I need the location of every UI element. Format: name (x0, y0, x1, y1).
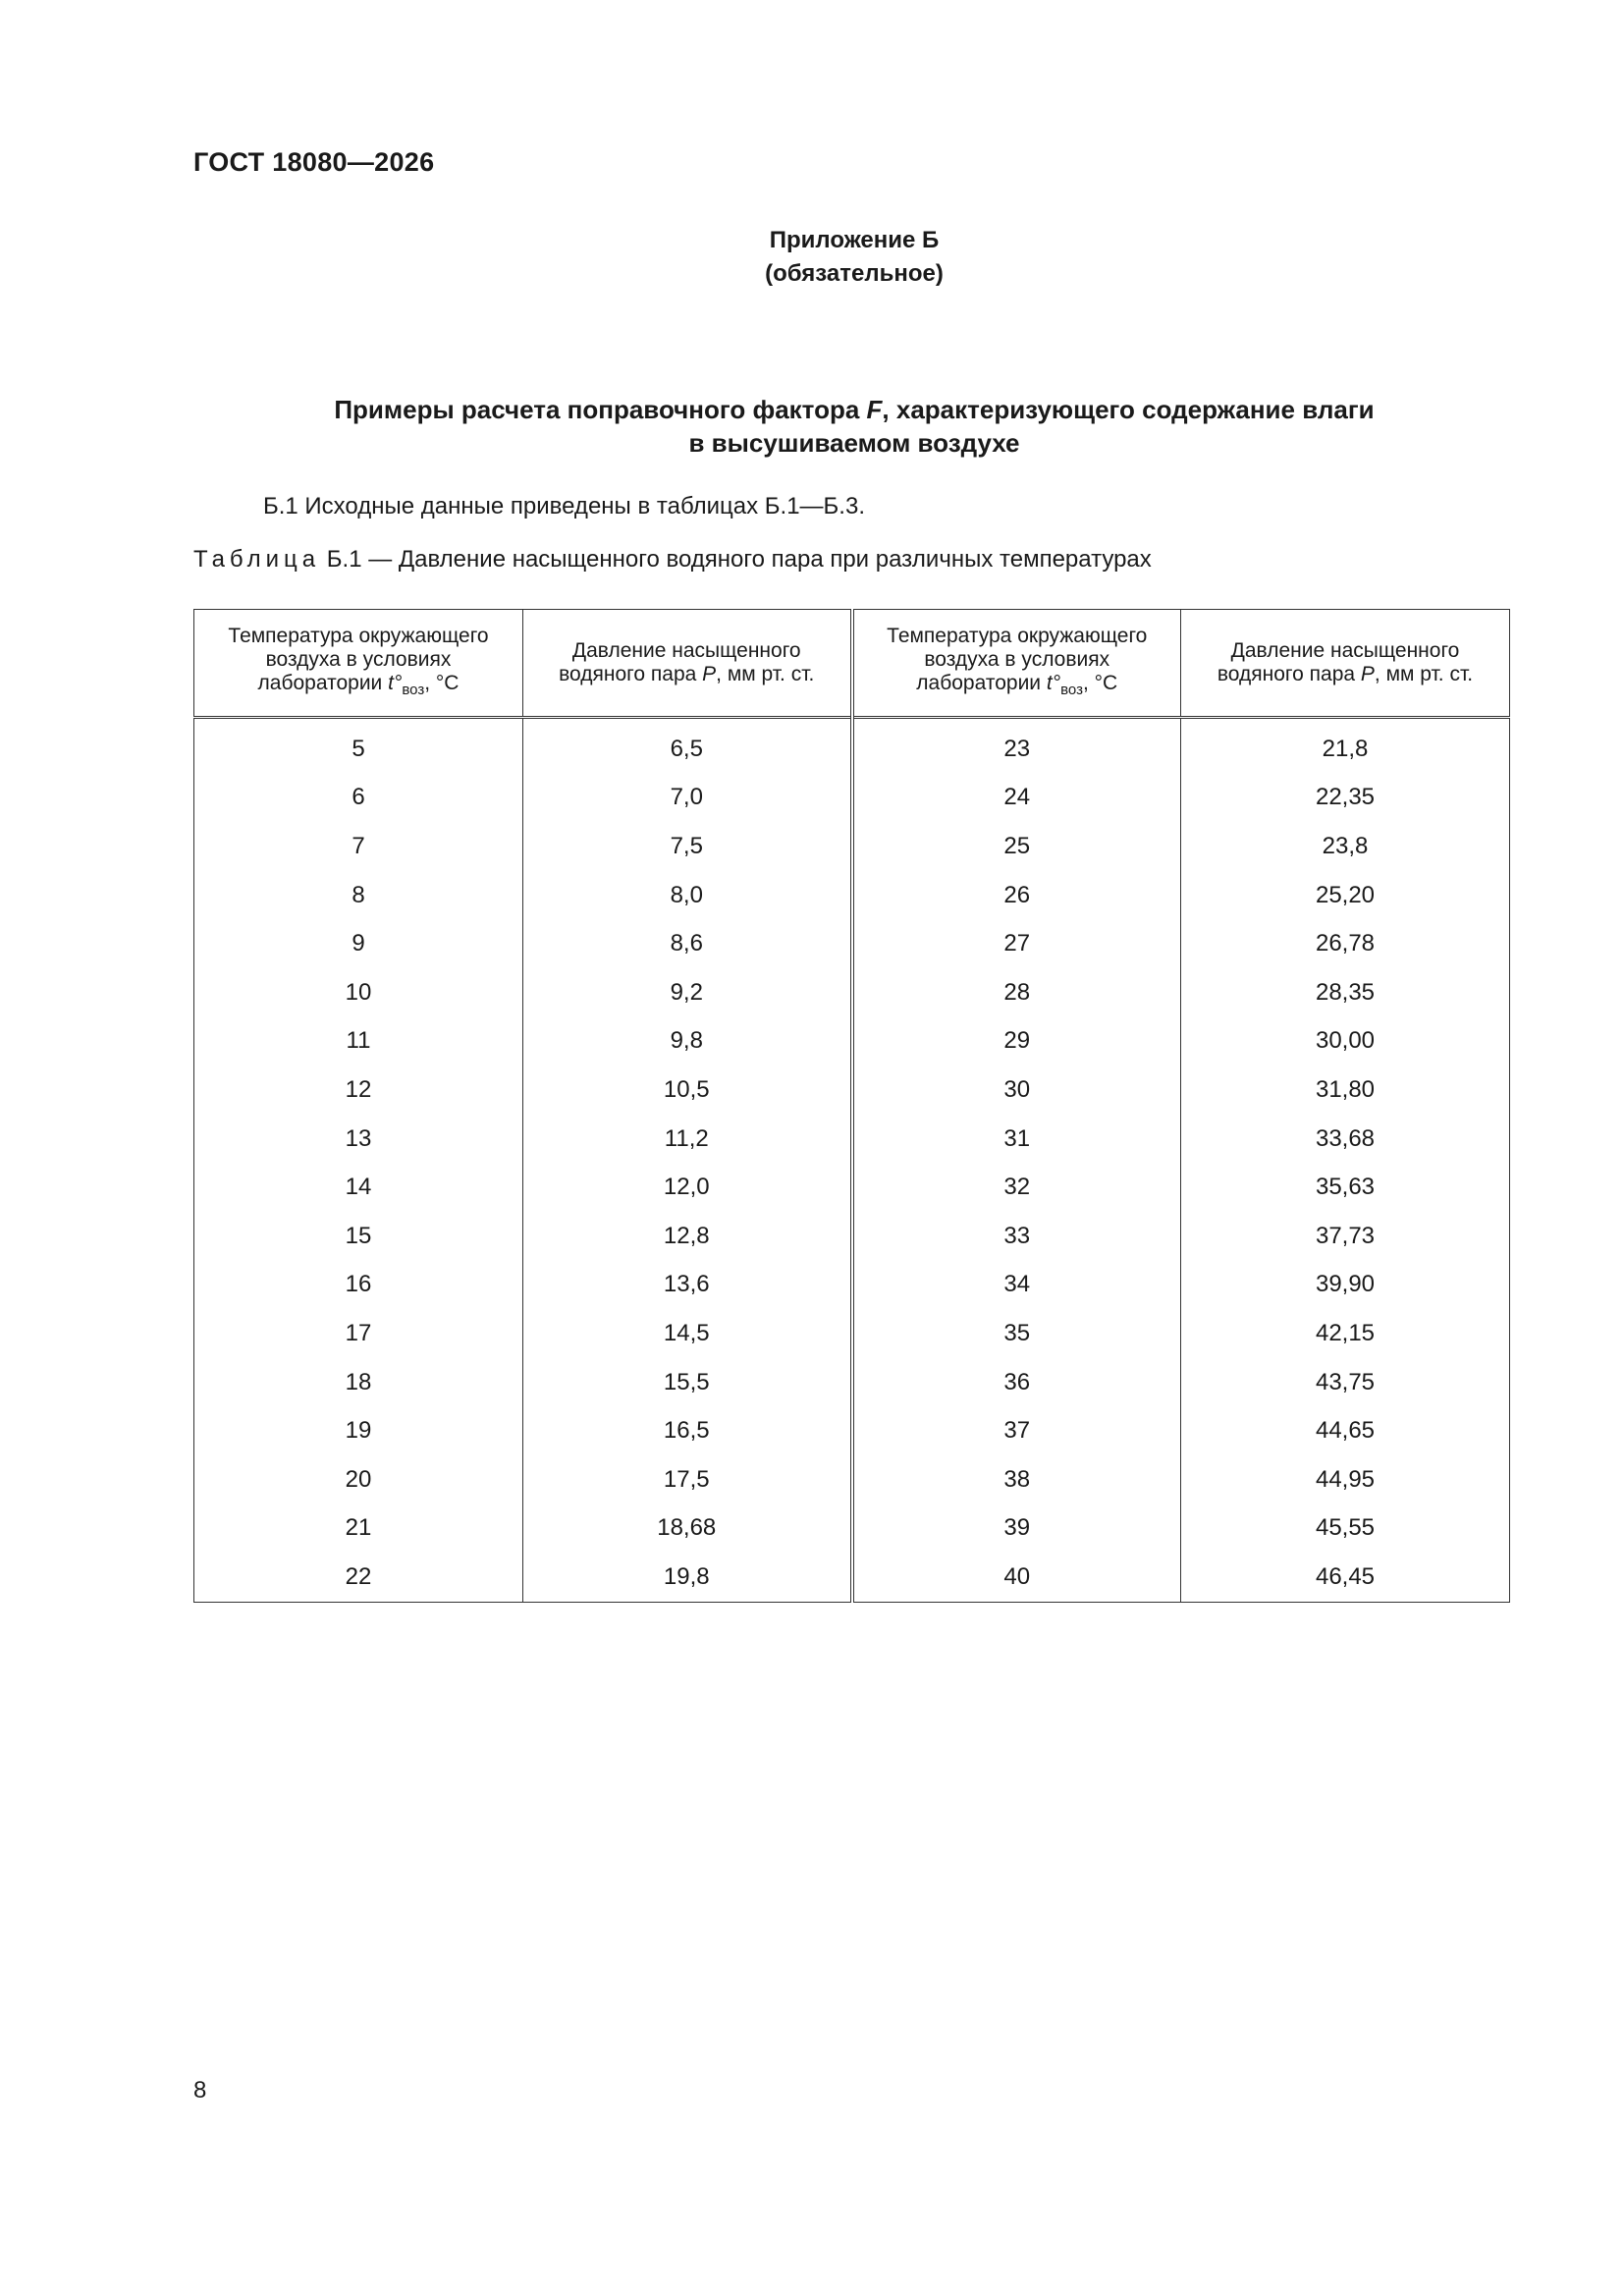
table-row (194, 1455, 1510, 1504)
table-cell: 28 (852, 968, 1181, 1017)
table-row (194, 871, 1510, 920)
header-press-var: Р (1360, 663, 1375, 685)
table-cell: 37 (852, 1406, 1181, 1455)
header-temperature (852, 610, 1181, 718)
table-cell: 22 (194, 1553, 523, 1602)
table-cell: 35,63 (1181, 1163, 1510, 1212)
table-cell: 12,8 (523, 1212, 852, 1261)
table-row (194, 1358, 1510, 1407)
table-caption-label: Таблица (193, 546, 321, 573)
table-caption-text: Б.1 — Давление насыщенного водяного пара при различных температурах (320, 546, 1152, 573)
table-cell: 19 (194, 1406, 523, 1455)
table-cell: 21 (194, 1504, 523, 1554)
table-cell: 9,2 (523, 968, 852, 1017)
header-temp-var: t° (388, 671, 403, 694)
table-row (194, 919, 1510, 968)
section-heading (236, 393, 1473, 460)
table-cell: 23 (852, 718, 1181, 774)
table-cell: 13 (194, 1115, 523, 1164)
table-cell: 16 (194, 1261, 523, 1310)
table-cell: 45,55 (1181, 1504, 1510, 1554)
table-row (194, 1553, 1510, 1602)
table-cell: 5 (194, 718, 523, 774)
table-cell: 14,5 (523, 1309, 852, 1358)
table-cell: 39 (852, 1504, 1181, 1554)
table-cell: 7 (194, 822, 523, 871)
table-cell: 8,6 (523, 919, 852, 968)
header-press-text: Давление насыщенного водяного пара (559, 639, 801, 685)
pressure-table (193, 609, 1510, 1603)
heading-variable: F (866, 395, 883, 424)
table-cell: 9,8 (523, 1017, 852, 1066)
table-cell: 36 (852, 1358, 1181, 1407)
table-row (194, 1115, 1510, 1164)
table-cell: 10,5 (523, 1066, 852, 1115)
table-cell: 34 (852, 1261, 1181, 1310)
table-cell: 18 (194, 1358, 523, 1407)
table-cell: 19,8 (523, 1553, 852, 1602)
header-press-var: Р (702, 663, 717, 685)
table-cell: 15 (194, 1212, 523, 1261)
header-pressure (1181, 610, 1510, 718)
table-row (194, 1212, 1510, 1261)
header-temp-unit: , °С (424, 671, 460, 694)
table-cell: 27 (852, 919, 1181, 968)
table-cell: 39,90 (1181, 1261, 1510, 1310)
annex-status: (обязательное) (765, 260, 944, 287)
heading-line-1 (236, 393, 1473, 426)
table-cell: 33,68 (1181, 1115, 1510, 1164)
table-cell: 22,35 (1181, 774, 1510, 823)
table-header-row (194, 610, 1510, 718)
heading-line-2: в высушиваемом воздухе (688, 428, 1020, 458)
table-cell: 9 (194, 919, 523, 968)
table-caption (193, 546, 1152, 574)
table-cell: 25 (852, 822, 1181, 871)
table-cell: 13,6 (523, 1261, 852, 1310)
header-pressure (523, 610, 852, 718)
table-cell: 43,75 (1181, 1358, 1510, 1407)
annex-header (0, 224, 1623, 291)
table-cell: 10 (194, 968, 523, 1017)
table-cell: 44,65 (1181, 1406, 1510, 1455)
table-cell: 31 (852, 1115, 1181, 1164)
table-cell: 11,2 (523, 1115, 852, 1164)
page-number: 8 (193, 2077, 207, 2104)
table-row (194, 1017, 1510, 1066)
intro-paragraph: Б.1 Исходные данные приведены в таблицах Б.1—Б.3. (263, 493, 865, 519)
heading-text-a: Примеры расчета поправочного фактора (334, 395, 867, 424)
table-cell: 8,0 (523, 871, 852, 920)
header-press-unit: , мм рт. ст. (716, 663, 815, 685)
header-temp-unit: , °С (1082, 671, 1118, 694)
table-cell: 16,5 (523, 1406, 852, 1455)
table-cell: 6,5 (523, 718, 852, 774)
header-temp-sub: воз (402, 681, 425, 698)
table-cell: 12,0 (523, 1163, 852, 1212)
table-cell: 17 (194, 1309, 523, 1358)
table-body (194, 718, 1510, 1603)
table-cell: 7,5 (523, 822, 852, 871)
header-press-text: Давление насыщенного водяного пара (1217, 639, 1460, 685)
table-cell: 33 (852, 1212, 1181, 1261)
table-cell: 44,95 (1181, 1455, 1510, 1504)
document-code: ГОСТ 18080—2026 (193, 147, 435, 177)
table-cell: 14 (194, 1163, 523, 1212)
header-temp-var: t° (1046, 671, 1061, 694)
table-cell: 26,78 (1181, 919, 1510, 968)
table-cell: 31,80 (1181, 1066, 1510, 1115)
table-cell: 35 (852, 1309, 1181, 1358)
table-row (194, 1163, 1510, 1212)
table-cell: 30,00 (1181, 1017, 1510, 1066)
table-cell: 30 (852, 1066, 1181, 1115)
table-row (194, 774, 1510, 823)
table-cell: 11 (194, 1017, 523, 1066)
table-row (194, 1261, 1510, 1310)
table-row (194, 822, 1510, 871)
table-cell: 42,15 (1181, 1309, 1510, 1358)
header-temp-text: Температура окружающего воздуха в условиях лаборатории (228, 624, 489, 694)
table-cell: 46,45 (1181, 1553, 1510, 1602)
table-cell: 23,8 (1181, 822, 1510, 871)
table-cell: 28,35 (1181, 968, 1510, 1017)
table-cell: 40 (852, 1553, 1181, 1602)
table-cell: 7,0 (523, 774, 852, 823)
table-cell: 6 (194, 774, 523, 823)
header-temperature (194, 610, 523, 718)
table-row (194, 1406, 1510, 1455)
annex-title: Приложение Б (769, 227, 940, 253)
table-cell: 8 (194, 871, 523, 920)
table-row (194, 1066, 1510, 1115)
table-row (194, 1309, 1510, 1358)
table-cell: 29 (852, 1017, 1181, 1066)
table-cell: 17,5 (523, 1455, 852, 1504)
table-cell: 32 (852, 1163, 1181, 1212)
table-cell: 18,68 (523, 1504, 852, 1554)
table-cell: 37,73 (1181, 1212, 1510, 1261)
table-row (194, 718, 1510, 774)
table-cell: 25,20 (1181, 871, 1510, 920)
table-cell: 15,5 (523, 1358, 852, 1407)
table-cell: 24 (852, 774, 1181, 823)
header-press-unit: , мм рт. ст. (1374, 663, 1474, 685)
table-cell: 21,8 (1181, 718, 1510, 774)
table-row (194, 1504, 1510, 1554)
table-cell: 38 (852, 1455, 1181, 1504)
header-temp-sub: воз (1060, 681, 1083, 698)
table-cell: 26 (852, 871, 1181, 920)
table-cell: 12 (194, 1066, 523, 1115)
header-temp-text: Температура окружающего воздуха в условиях лаборатории (887, 624, 1148, 694)
heading-text-b: , характеризующего содержание влаги (882, 395, 1375, 424)
table-row (194, 968, 1510, 1017)
table-cell: 20 (194, 1455, 523, 1504)
